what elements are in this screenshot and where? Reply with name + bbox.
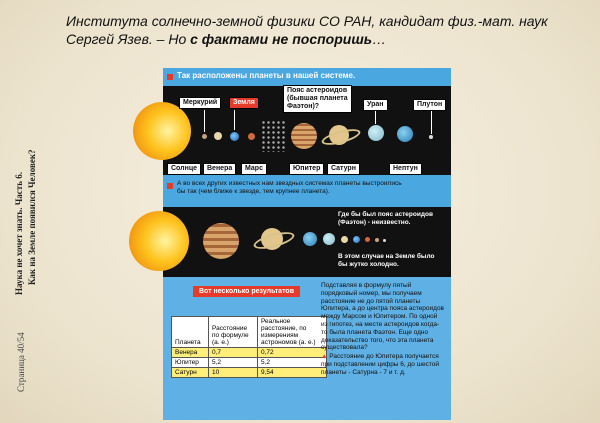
arrow-icon xyxy=(431,110,432,134)
arrow-icon xyxy=(204,110,205,132)
table-cell-real: 9,54 xyxy=(258,368,327,378)
table-cell-real: 0,72 xyxy=(258,348,327,358)
table-header-real: Реальное расстояние, по измерениям астрономов (а. е.) xyxy=(258,317,327,348)
label-mars: Марс xyxy=(241,163,267,175)
infographic-poster xyxy=(163,68,451,420)
label-sun: Солнце xyxy=(167,163,201,175)
label-venus: Венера xyxy=(203,163,236,175)
bullet-icon xyxy=(167,183,173,189)
sidebar-line-1: Наука не хочет знать. Часть 6. xyxy=(14,172,24,295)
explanation-paragraph-2-text: Расстояние до Юпитера получается при подставлении цифры 6, до шестой планеты - Сатурна - 7 и т. д. xyxy=(321,353,439,376)
table-cell-formula: 10 xyxy=(209,368,258,378)
table-cell-planet: Сатурн xyxy=(172,368,209,378)
mercury-icon xyxy=(375,238,379,242)
arrow-icon xyxy=(375,110,376,124)
sidebar-line-2: Как на Земле появился Человек? xyxy=(27,149,37,285)
page-number: Страница 40/54 xyxy=(16,332,26,392)
mercury-icon xyxy=(202,134,207,139)
star-icon xyxy=(129,211,189,271)
header-part-b: с фактами не поспоришь xyxy=(190,31,373,47)
table-header-planet: Планета xyxy=(172,317,209,348)
results-explanation xyxy=(321,282,445,377)
explanation-paragraph-2 xyxy=(321,353,445,376)
header-part-c: … xyxy=(372,31,387,47)
table-header-formula: Расстояние по формуле (а. е.) xyxy=(209,317,258,348)
uranus-icon xyxy=(368,125,384,141)
label-neptune: Нептун xyxy=(389,163,422,175)
label-mercury: Меркурий xyxy=(179,97,221,109)
earth-icon xyxy=(230,132,239,141)
table-cell-formula: 0,7 xyxy=(209,348,258,358)
bullet-icon xyxy=(167,74,173,80)
table-row xyxy=(172,368,327,378)
label-jupiter: Юпитер xyxy=(289,163,324,175)
results-table xyxy=(171,316,330,378)
earth-icon xyxy=(353,236,360,243)
venus-icon xyxy=(341,236,348,243)
header-part-a: Института солнечно-земной физики СО РАН, кандидат физ.-мат. наук Сергей Язев. – Но xyxy=(66,13,548,47)
jupiter-icon xyxy=(291,123,317,149)
sun-icon xyxy=(133,102,191,160)
mars-icon xyxy=(248,133,255,140)
neptune-icon xyxy=(397,126,413,142)
pluto-icon xyxy=(383,239,386,242)
label-pluto: Плутон xyxy=(413,99,446,111)
neptune-icon xyxy=(303,232,317,246)
sidebar-vertical-title xyxy=(4,150,56,400)
label-saturn: Сатурн xyxy=(327,163,360,175)
jupiter-icon xyxy=(203,223,239,259)
header-text xyxy=(66,12,566,48)
table-cell-planet: Венера xyxy=(172,348,209,358)
table-row xyxy=(172,348,327,358)
note-other-systems: А во всех других известных нам звездных системах планеты выстроились бы так (чем ближе к звезде, тем крупнее планета). xyxy=(177,180,402,195)
table-row xyxy=(172,358,327,368)
asteroid-belt-icon xyxy=(261,120,287,152)
table-cell-formula: 5,2 xyxy=(209,358,258,368)
table-cell-real: 5,2 xyxy=(258,358,327,368)
poster-title: Так расположены планеты в нашей системе. xyxy=(177,71,356,80)
note-cold-earth: В этом случае на Земле было бы жутко холодно. xyxy=(338,253,435,268)
note-belt-unknown: Где бы был пояс астероидов (Фаэтон) - неизвестно. xyxy=(338,211,433,226)
pluto-icon xyxy=(429,135,433,139)
label-asteroid-belt: Пояс астероидов (бывшая планета Фаэтон)? xyxy=(283,85,352,113)
explanation-paragraph-1: Подставляя в формулу пятый порядковый номер, мы получаем расстояние не до пятой планеты Юпитера, а до центра пояса астероидов между Марсом и Юпитером. По одной из гипотез, на месте астероидов когда-то была планета Фаэтон. Еще одно доказательство того, что эта планета существовала? xyxy=(321,282,445,352)
results-title: Вот несколько результатов xyxy=(193,286,300,297)
mars-icon xyxy=(365,237,370,242)
table-cell-planet: Юпитер xyxy=(172,358,209,368)
label-earth: Земля xyxy=(229,97,259,109)
uranus-icon xyxy=(323,233,335,245)
bullet-icon: ▲ xyxy=(321,353,330,361)
arrow-icon xyxy=(234,110,235,130)
venus-icon xyxy=(214,132,222,140)
label-uranus: Уран xyxy=(363,99,388,111)
